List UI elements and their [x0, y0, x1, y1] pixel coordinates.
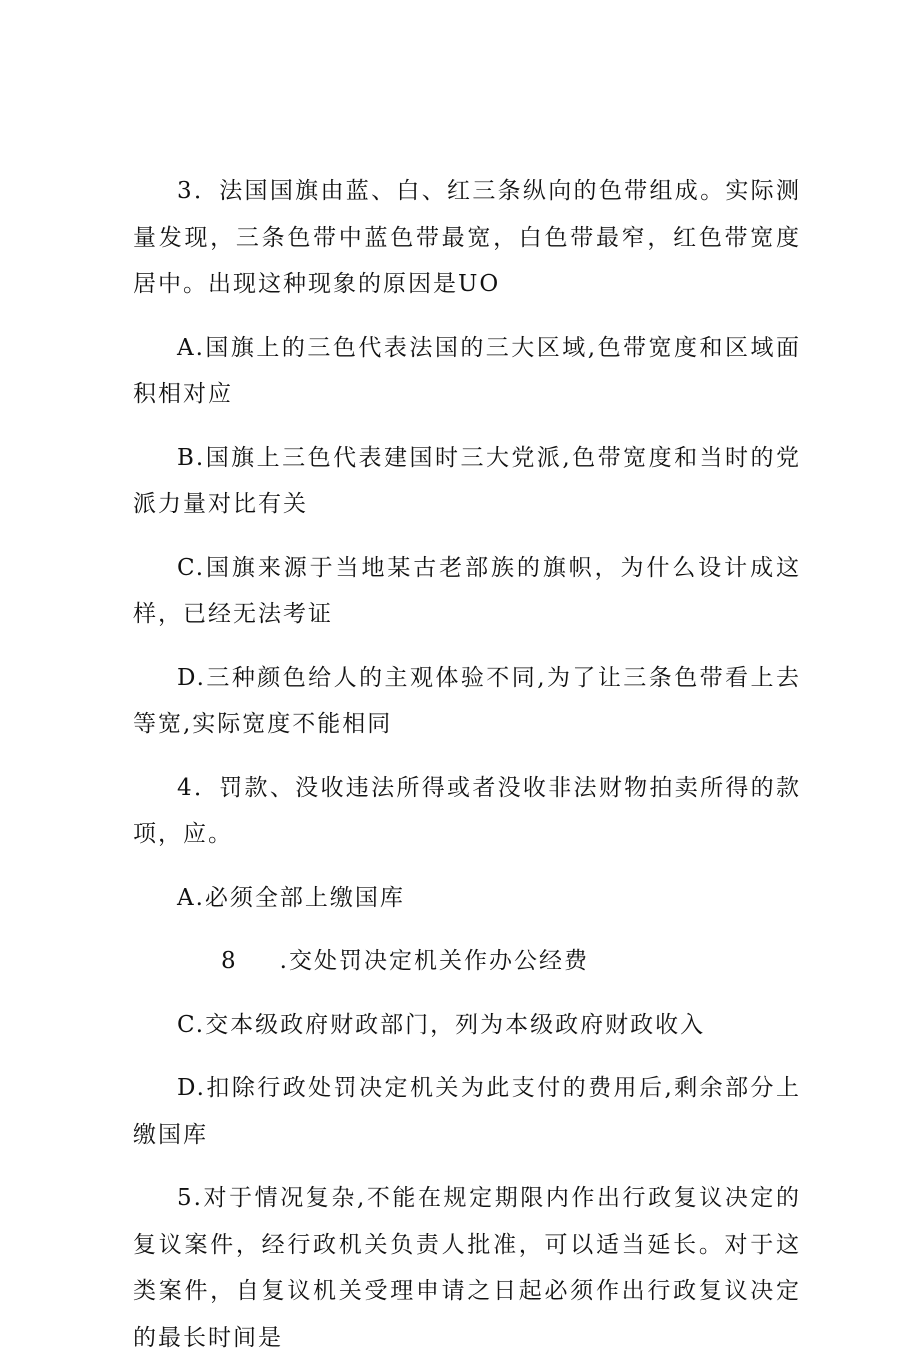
- option-text: .交处罚决定机关作办公经费: [279, 948, 589, 974]
- document-body: [133, 168, 801, 1361]
- question-5: 5.对于情况复杂,不能在规定期限内作出行政复议决定的复议案件，经行政机关负责人批准，可以适当延长。对于这类案件，自复议机关受理申请之日起必须作出行政复议决定的最长时间是: [133, 1185, 801, 1351]
- question-4-option-a: A.必须全部上缴国库: [177, 884, 405, 911]
- question-3-option-c: C.国旗来源于当地某古老部族的旗帜，为什么设计成这样，已经无法考证: [133, 554, 801, 627]
- question-3-option-b: B.国旗上三色代表建国时三大党派,色带宽度和当时的党派力量对比有关: [133, 444, 801, 517]
- question-4-option-b: [133, 938, 801, 985]
- option-number: 8: [221, 948, 238, 974]
- question-3-option-d: D.三种颜色给人的主观体验不同,为了让三条色带看上去等宽,实际宽度不能相同: [133, 664, 801, 737]
- question-4-option-d: D.扣除行政处罚决定机关为此支付的费用后,剩余部分上缴国库: [133, 1075, 801, 1148]
- question-3-option-a: A.国旗上的三色代表法国的三大区域,色带宽度和区域面积相对应: [133, 334, 801, 407]
- question-4-option-c: C.交本级政府财政部门，列为本级政府财政收入: [177, 1011, 706, 1038]
- question-4: 4．罚款、没收违法所得或者没收非法财物拍卖所得的款项，应。: [133, 774, 801, 847]
- question-3: 3．法国国旗由蓝、白、红三条纵向的色带组成。实际测量发现，三条色带中蓝色带最宽，白色带最窄，红色带宽度居中。出现这种现象的原因是UO: [133, 178, 801, 297]
